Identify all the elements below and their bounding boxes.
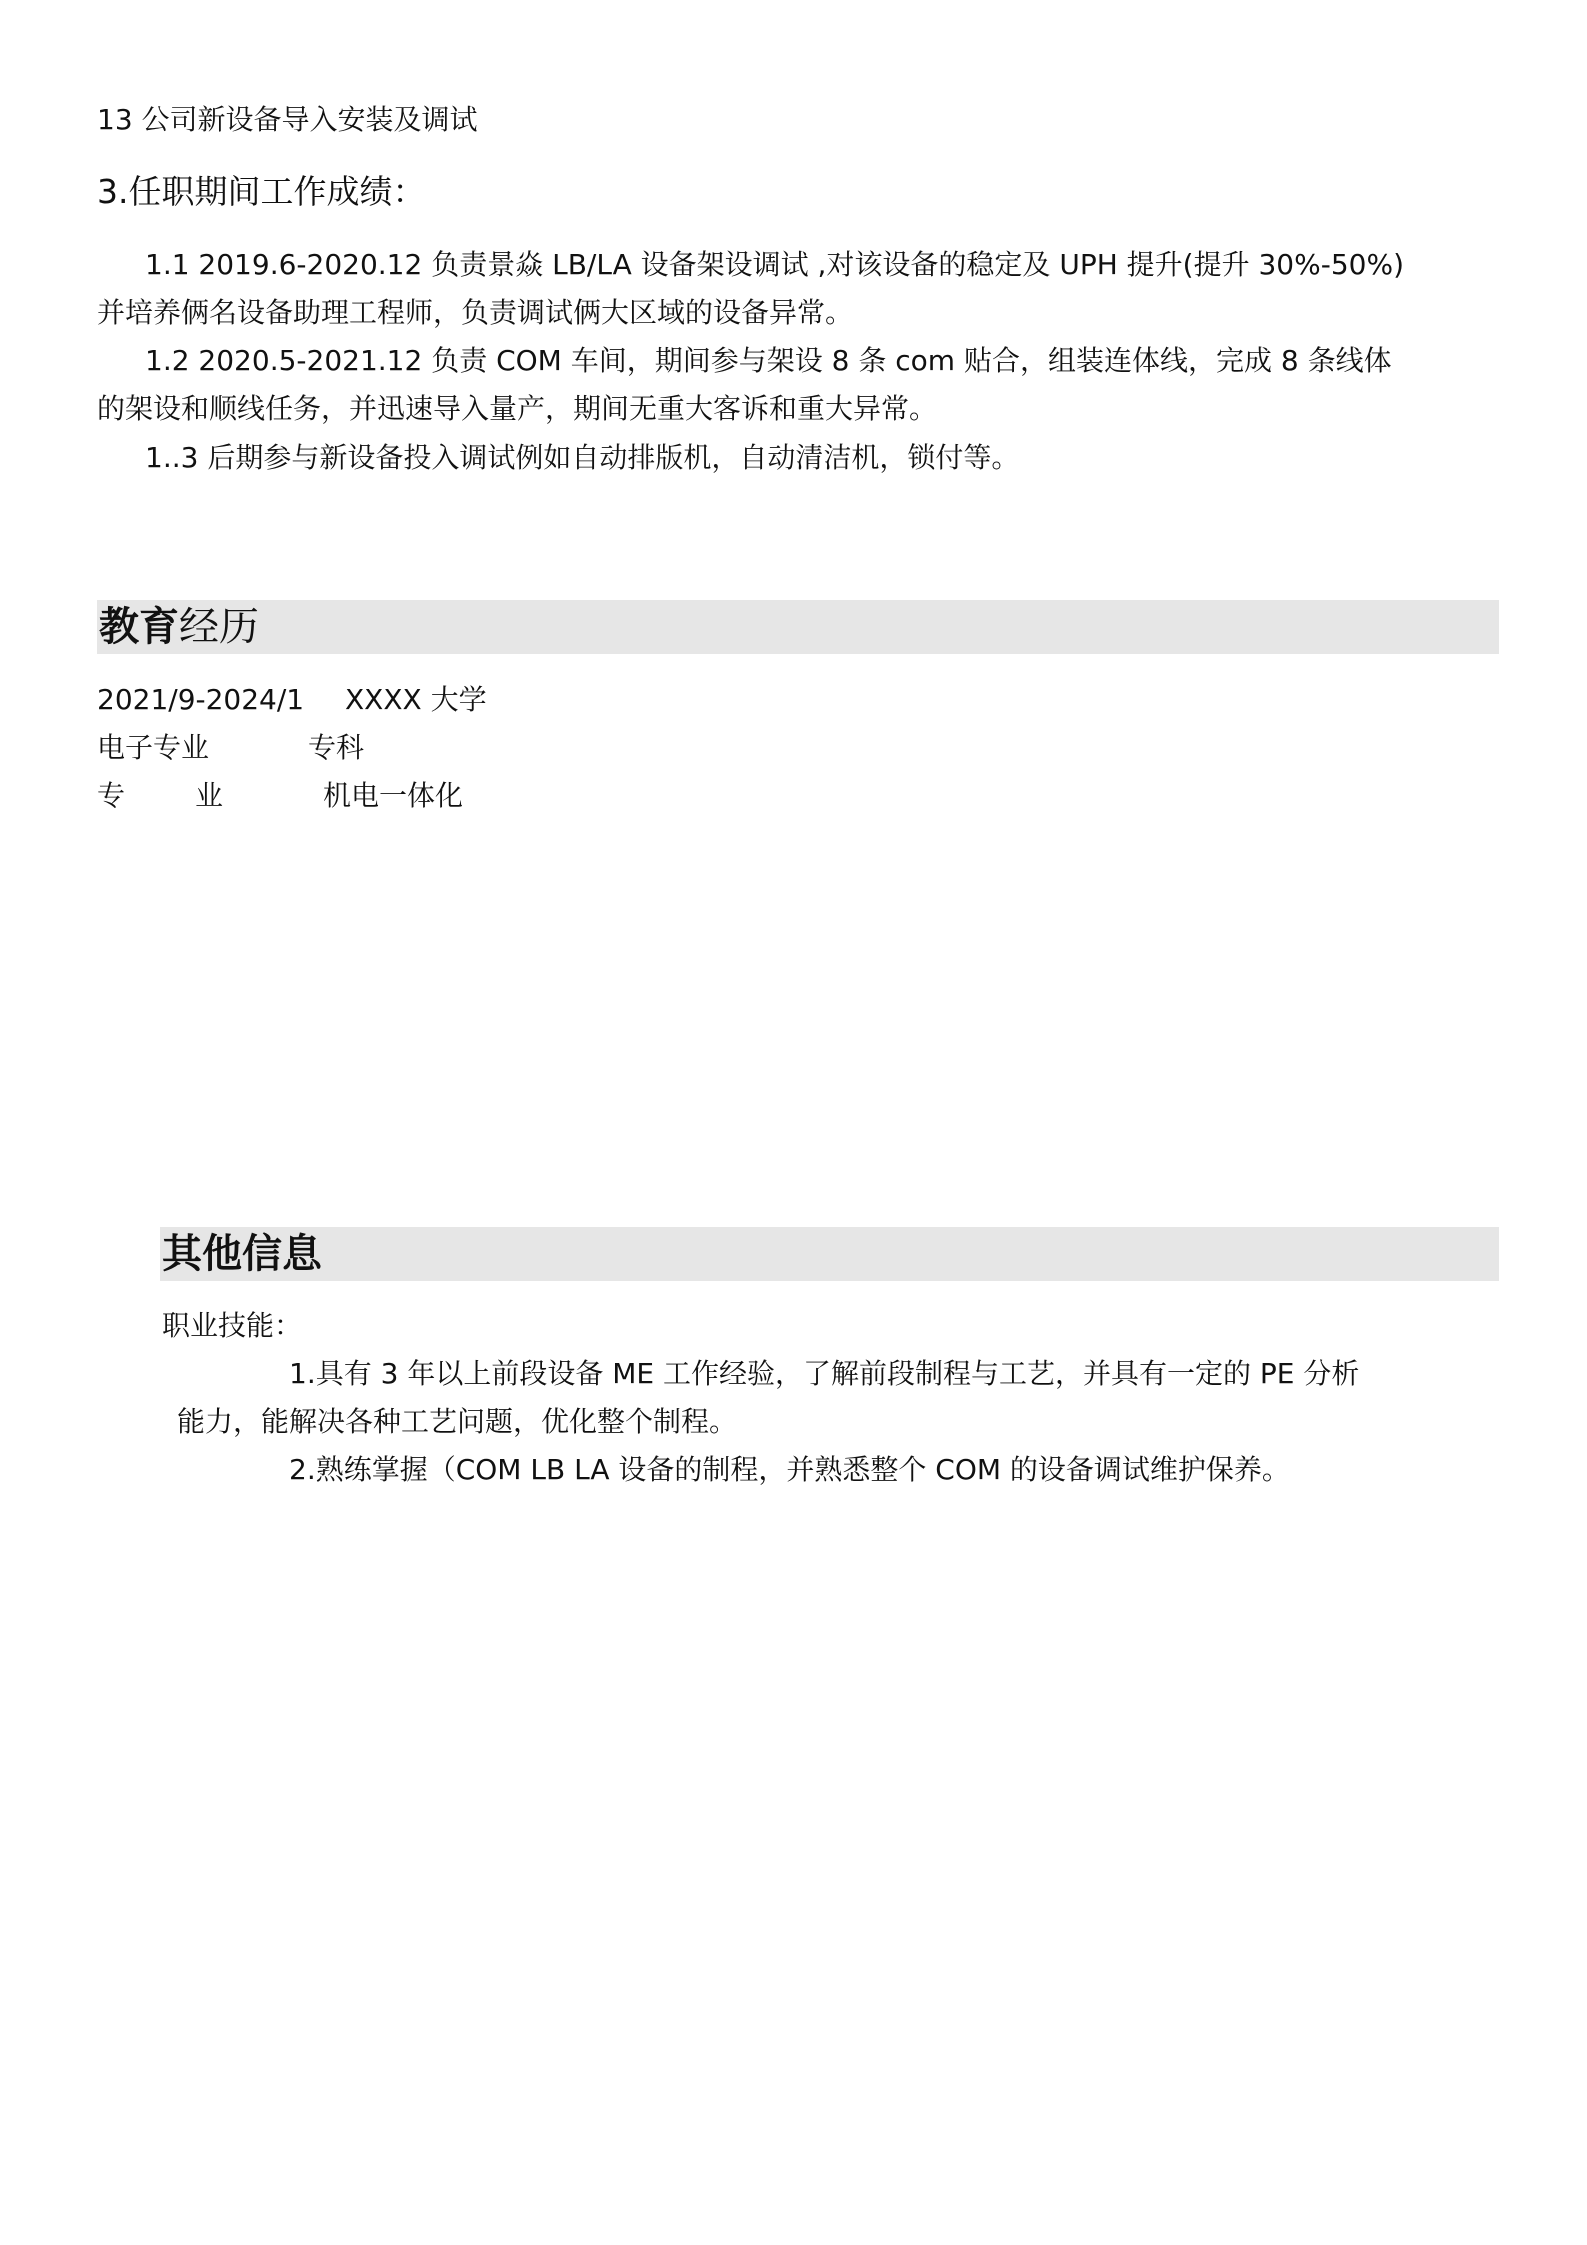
- other-header-band: [160, 1227, 1499, 1281]
- intro-line: 13 公司新设备导入安装及调试: [97, 103, 478, 136]
- education-degree: 专科: [308, 731, 365, 764]
- achievement-2-line2: 的架设和顺线任务，并迅速导入量产，期间无重大客诉和重大异常。: [97, 392, 938, 425]
- education-title-rest: 经历: [179, 604, 259, 650]
- education-major-value: 机电一体化: [323, 779, 464, 812]
- education-header-band: [97, 600, 1499, 654]
- skill-1-line2: 能力，能解决各种工艺问题，优化整个制程。: [177, 1405, 738, 1438]
- skill-1-line1: 1.具有 3 年以上前段设备 ME 工作经验，了解前段制程与工艺，并具有一定的 PE 分析: [289, 1357, 1360, 1390]
- achievements-heading: 3.任职期间工作成绩：: [97, 172, 426, 211]
- education-title-bold: 教育: [99, 604, 179, 650]
- education-major-label: 电子专业: [97, 731, 210, 764]
- education-period: 2021/9-2024/1: [97, 683, 305, 716]
- education-major-label-a: 专: [97, 779, 126, 812]
- achievement-3-line1: 1..3 后期参与新设备投入调试例如自动排版机，自动清洁机，锁付等。: [145, 441, 1020, 474]
- skill-2: 2.熟练掌握（COM LB LA 设备的制程，并熟悉整个 COM 的设备调试维护保养。: [289, 1453, 1290, 1486]
- achievement-2-line1: 1.2 2020.5-2021.12 负责 COM 车间，期间参与架设 8 条 com 贴合，组装连体线，完成 8 条线体: [145, 344, 1392, 377]
- achievement-1-line1: 1.1 2019.6-2020.12 负责景焱 LB/LA 设备架设调试 ,对该设备的稳定及 UPH 提升(提升 30%-50%): [145, 248, 1404, 281]
- education-school: XXXX 大学: [345, 683, 487, 716]
- skills-label: 职业技能：: [162, 1309, 303, 1342]
- other-title: 其他信息: [162, 1231, 322, 1277]
- education-title: [99, 600, 259, 654]
- achievement-1-line2: 并培养俩名设备助理工程师，负责调试俩大区域的设备异常。: [97, 296, 854, 329]
- education-major-label-b: 业: [195, 779, 224, 812]
